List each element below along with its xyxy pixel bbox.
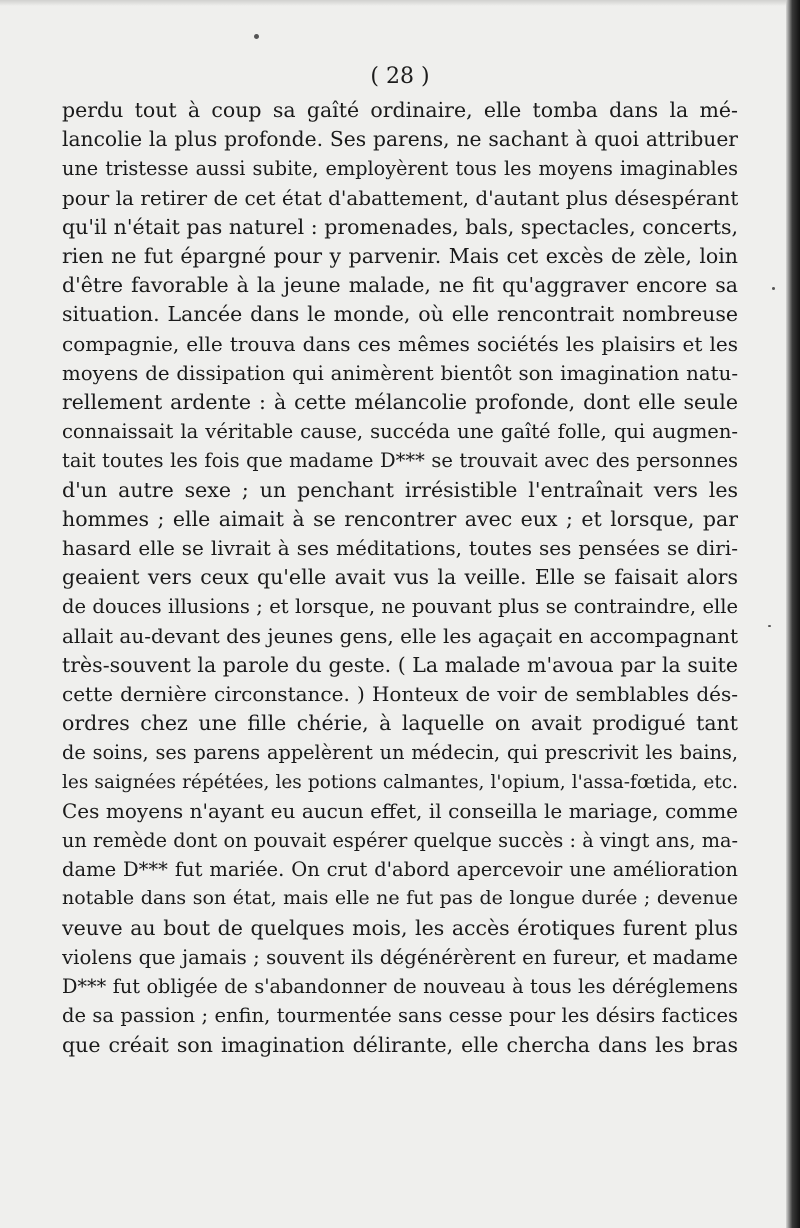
text-line: connaissait la véritable cause, succéda une gaîté folle, qui augmen-	[62, 420, 738, 444]
text-line: Ces moyens n'ayant eu aucun effet, il conseilla le mariage, comme	[62, 798, 738, 823]
text-line: moyens de dissipation qui animèrent bientôt son imagination natu-	[62, 361, 738, 385]
page-number: ( 28 )	[370, 64, 430, 89]
text-line: notable dans son état, mais elle ne fut pas de longue durée ; devenue	[62, 887, 738, 910]
ink-speck	[254, 34, 259, 39]
text-line: de douces illusions ; et lorsque, ne pouvant plus se contraindre, elle	[62, 595, 738, 619]
text-line: un remède dont on pouvait espérer quelque succès : à vingt ans, ma-	[62, 829, 738, 853]
page-top-shadow	[0, 0, 800, 6]
text-line: ordres chez une fille chérie, à laquelle on avait prodigué tant	[62, 711, 738, 736]
text-line: hasard elle se livrait à ses méditations, toutes ses pensées se diri-	[62, 536, 738, 561]
text-line: compagnie, elle trouva dans ces mêmes sociétés les plaisirs et les	[62, 331, 738, 356]
ink-speck	[772, 287, 775, 290]
text-line: très-souvent la parole du geste. ( La malade m'avoua par la suite	[62, 652, 738, 677]
text-line: de soins, ses parens appelèrent un médecin, qui prescrivit les bains,	[62, 741, 738, 765]
text-line: qu'il n'était pas naturel : promenades, bals, spectacles, concerts,	[62, 214, 738, 239]
page-right-edge	[786, 0, 800, 1228]
text-line: rien ne fut épargné pour y parvenir. Mais cet excès de zèle, loin	[62, 244, 738, 269]
text-line: de sa passion ; enfin, tourmentée sans cesse pour les désirs factices	[62, 1004, 738, 1028]
text-line: une tristesse aussi subite, employèrent tous les moyens imaginables	[62, 157, 738, 181]
text-line: veuve au bout de quelques mois, les accès érotiques furent plus	[62, 915, 738, 940]
text-line: d'un autre sexe ; un penchant irrésistible l'entraînait vers les	[62, 477, 738, 502]
text-line: rellement ardente : à cette mélancolie profonde, dont elle seule	[62, 390, 738, 415]
text-line: tait toutes les fois que madame D*** se trouvait avec des personnes	[62, 449, 738, 473]
text-line: que créait son imagination délirante, elle chercha dans les bras	[62, 1032, 738, 1057]
text-line: D*** fut obligée de s'abandonner de nouveau à tous les déréglemens	[62, 975, 738, 999]
ink-speck	[768, 625, 771, 627]
text-line: situation. Lancée dans le monde, où elle rencontrait nombreuse	[62, 302, 738, 327]
body-text	[62, 96, 738, 1060]
text-line: pour la retirer de cet état d'abattement, d'autant plus désespérant	[62, 185, 738, 210]
text-line: geaient vers ceux qu'elle avait vus la veille. Elle se faisait alors	[62, 565, 738, 590]
text-line: perdu tout à coup sa gaîté ordinaire, elle tomba dans la mé-	[62, 98, 738, 122]
text-line: lancolie la plus profonde. Ses parens, ne sachant à quoi attribuer	[62, 127, 738, 152]
text-line: violens que jamais ; souvent ils dégénérèrent en fureur, et madame	[62, 945, 738, 969]
text-line: d'être favorable à la jeune malade, ne fit qu'aggraver encore sa	[62, 273, 738, 298]
text-line: hommes ; elle aimait à se rencontrer avec eux ; et lorsque, par	[62, 506, 738, 531]
text-line: cette dernière circonstance. ) Honteux de voir de semblables dés-	[62, 682, 738, 707]
text-line: dame D*** fut mariée. On crut d'abord apercevoir une amélioration	[62, 858, 738, 882]
text-line: les saignées répétées, les potions calmantes, l'opium, l'assa-fœtida, etc.	[62, 771, 738, 793]
text-line: allait au-devant des jeunes gens, elle les agaçait en accompagnant	[62, 623, 738, 648]
